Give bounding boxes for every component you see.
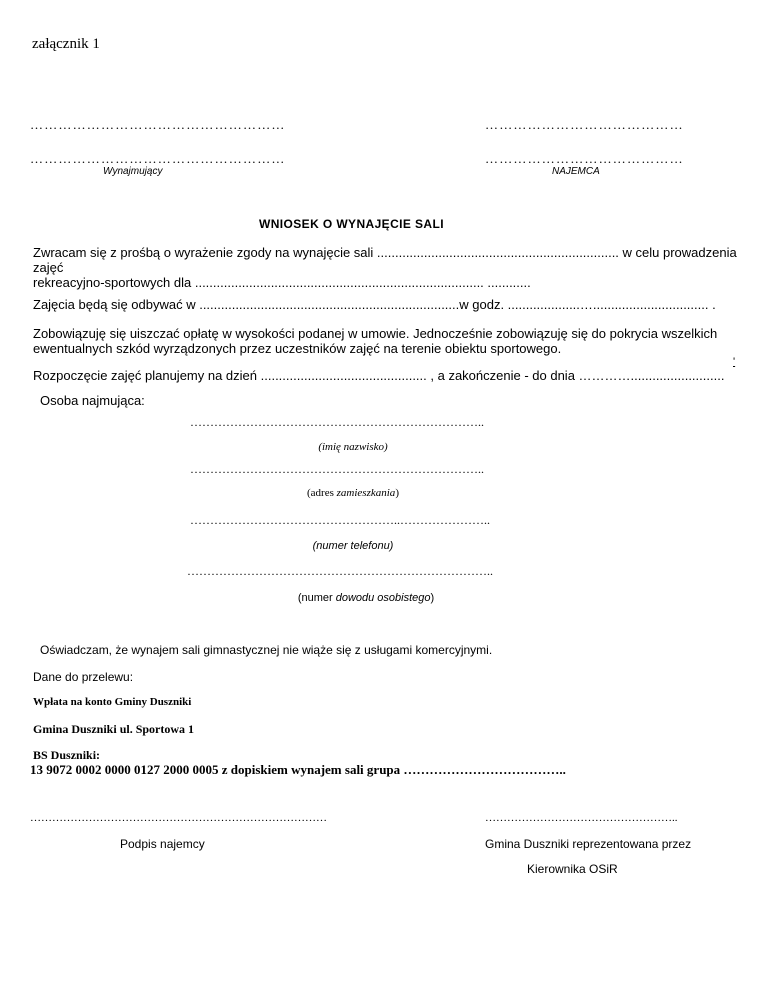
address-dots: ……………………………………………………………….. <box>190 462 484 476</box>
obligation-paragraph <box>33 326 717 356</box>
declaration: Oświadczam, że wynajem sali gimnastycznej nie wiąże się z usługami komercyjnymi. <box>40 643 493 657</box>
tenant-label: NAJEMCA <box>552 166 600 177</box>
transfer-line-1: Wpłata na konto Gminy Duszniki <box>33 696 192 708</box>
request-line-3: rekreacyjno-sportowych dla ................................................................................ ............ <box>33 275 531 290</box>
phone-label: (numer telefonu) <box>312 540 394 552</box>
authority-title: Kierownika OSiR <box>527 862 618 876</box>
address-label-suffix: ) <box>395 487 399 499</box>
dates-paragraph: Rozpoczęcie zajęć planujemy na dzień .............................................. , a zakończenie - do dnia ………….......................... <box>33 368 725 383</box>
document-title: WNIOSEK O WYNAJĘCIE SALI <box>259 217 444 231</box>
id-label-prefix: (numer <box>297 592 336 604</box>
tenant-dots-2: …………………………………… <box>485 151 684 166</box>
account-number: 13 9072 0002 0000 0127 2000 0005 z dopiskiem wynajem sali grupa ……………………………….. <box>30 762 566 777</box>
side-mark: ' <box>733 356 736 368</box>
request-line-1: Zwracam się z prośbą o wyrażenie zgody na wynajęcie sali ................................................................... w celu prowadzenia <box>33 245 737 260</box>
id-dots: ………………………………………………………………….. <box>187 564 493 578</box>
attachment-label: załącznik 1 <box>32 36 100 52</box>
bank-name: BS Duszniki: <box>33 748 101 762</box>
person-heading: Osoba najmująca: <box>40 393 145 408</box>
address-label <box>0 487 706 499</box>
landlord-dots-2: ……………………………………………… <box>30 151 286 166</box>
tenant-signature-dots: ……………………………………………………………………… <box>30 812 327 824</box>
request-paragraph <box>33 245 737 290</box>
name-dots: ……………………………………………………………….. <box>190 415 484 429</box>
schedule-paragraph: Zajęcia będą się odbywać w ........................................................................w godz. ....................…................................ . <box>33 297 716 312</box>
id-label-suffix: ) <box>430 592 435 604</box>
address-label-prefix: (adres <box>307 487 337 499</box>
request-line-2: zajęć <box>33 260 64 275</box>
landlord-dots-1: ……………………………………………… <box>30 117 286 132</box>
id-label <box>0 592 732 604</box>
authority-signature-dots: …………………………………………….. <box>485 812 678 824</box>
transfer-line-2: Gmina Duszniki ul. Sportowa 1 <box>33 722 195 736</box>
transfer-heading: Dane do przelewu: <box>33 670 134 684</box>
authority-signature-label: Gmina Duszniki reprezentowana przez <box>485 837 692 851</box>
id-label-italic: dowodu osobistego <box>335 592 431 604</box>
tenant-dots-1: …………………………………… <box>485 117 684 132</box>
name-label: (imię nazwisko) <box>318 441 388 453</box>
phone-dots: ……………………………………………..………………….. <box>190 513 490 527</box>
obligation-line-1: Zobowiązuję się uiszczać opłatę w wysokości podanej w umowie. Jednocześnie zobowiązuję się do pokrycia wszelkich <box>33 326 718 341</box>
obligation-line-2: ewentualnych szkód wyrządzonych przez uczestników zajęć na terenie obiektu sportowego. <box>33 341 562 356</box>
landlord-label: Wynajmujący <box>103 166 163 177</box>
address-label-italic: zamieszkania <box>336 487 396 499</box>
tenant-signature-label: Podpis najemcy <box>120 837 205 851</box>
